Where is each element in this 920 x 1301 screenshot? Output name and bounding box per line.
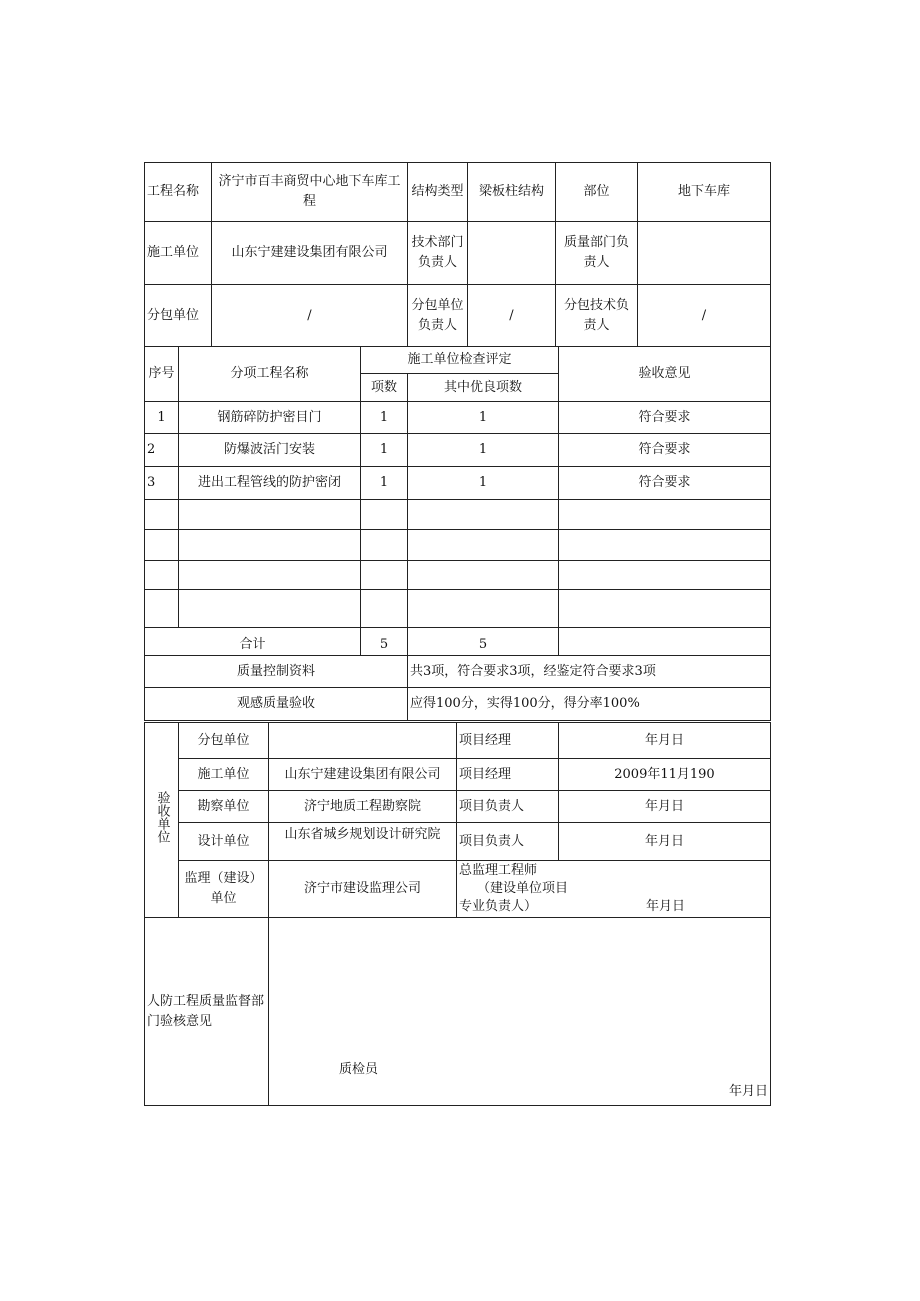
row-count: 1 <box>361 402 408 434</box>
row-seq: 2 <box>145 434 179 467</box>
row-name: 钢筋碎防护密目门 <box>179 402 361 434</box>
appearance-label: 观感质量验收 <box>145 688 408 721</box>
subcontractor-value: / <box>212 285 408 347</box>
col-count-header: 项数 <box>361 374 408 402</box>
sign-date: 年月日 <box>559 791 771 823</box>
project-name-value: 济宁市百丰商贸中心地下车库工程 <box>212 163 408 222</box>
sign-date: 年月日 <box>559 823 771 861</box>
construction-unit-label: 施工单位 <box>145 222 212 285</box>
row-opinion: 符合要求 <box>559 467 771 500</box>
row-excellent: 1 <box>408 402 559 434</box>
appearance-value: 应得100分，实得100分，得分率100% <box>408 688 771 721</box>
acceptance-group-text: 验收单位 <box>154 790 170 843</box>
table-row <box>145 434 771 467</box>
inspector-label: 质检员 <box>339 1062 379 1077</box>
construction-unit-value: 山东宁建建设集团有限公司 <box>212 222 408 285</box>
total-count: 5 <box>361 628 408 656</box>
supervision-role <box>457 861 771 918</box>
table-row <box>145 467 771 500</box>
review-date: 年月日 <box>728 1084 768 1099</box>
supervision-unit-label: 监理（建设）单位 <box>179 861 269 918</box>
col-seq-header: 序号 <box>145 347 179 402</box>
unit-value: 济宁地质工程勘察院 <box>269 791 457 823</box>
supervision-role-line3-wrap <box>459 898 768 916</box>
total-excellent: 5 <box>408 628 559 656</box>
total-label: 合计 <box>145 628 361 656</box>
sub-leader-label: 分包单位负责人 <box>408 285 468 347</box>
unit-value: 山东宁建建设集团有限公司 <box>269 759 457 791</box>
structure-type-label: 结构类型 <box>408 163 468 222</box>
row-name: 防爆波活门安装 <box>179 434 361 467</box>
acceptance-table <box>144 722 771 1106</box>
row-excellent: 1 <box>408 467 559 500</box>
unit-label: 勘察单位 <box>179 791 269 823</box>
col-name-header: 分项工程名称 <box>179 347 361 402</box>
supervision-unit-value: 济宁市建设监理公司 <box>269 861 457 918</box>
quality-control-label: 质量控制资料 <box>145 656 408 688</box>
row-seq: 1 <box>145 402 179 434</box>
project-info-table <box>144 162 771 347</box>
role-label: 项目经理 <box>457 759 559 791</box>
col-eval-group-header: 施工单位检查评定 <box>361 347 559 374</box>
subcontractor-label: 分包单位 <box>145 285 212 347</box>
table-row <box>145 402 771 434</box>
role-label: 项目经理 <box>457 723 559 759</box>
col-opinion-header: 验收意见 <box>559 347 771 402</box>
acceptance-group-label <box>145 723 179 918</box>
unit-label: 分包单位 <box>179 723 269 759</box>
unit-value <box>269 723 457 759</box>
quality-dept-value <box>638 222 771 285</box>
project-name-label: 工程名称 <box>145 163 212 222</box>
row-opinion: 符合要求 <box>559 434 771 467</box>
role-label: 项目负责人 <box>457 791 559 823</box>
sign-date: 2009年11月190 <box>559 759 771 791</box>
col-excellent-header: 其中优良项数 <box>408 374 559 402</box>
row-seq: 3 <box>145 467 179 500</box>
sign-date: 年月日 <box>559 723 771 759</box>
quality-control-value: 共3项，符合要求3项，经鉴定符合要求3项 <box>408 656 771 688</box>
quality-dept-label: 质量部门负责人 <box>556 222 638 285</box>
empty-row <box>145 530 771 561</box>
tech-dept-label: 技术部门负责人 <box>408 222 468 285</box>
supervision-role-line2: （建设单位项目 <box>477 881 569 896</box>
items-table <box>144 346 771 721</box>
appearance-row <box>145 688 771 721</box>
empty-row <box>145 500 771 530</box>
row-excellent: 1 <box>408 434 559 467</box>
row-opinion: 符合要求 <box>559 402 771 434</box>
part-value: 地下车库 <box>638 163 771 222</box>
supervision-date: 年月日 <box>646 899 686 914</box>
review-label: 人防工程质量监督部门验核意见 <box>145 918 269 1106</box>
row-count: 1 <box>361 434 408 467</box>
structure-type-value: 梁板柱结构 <box>468 163 556 222</box>
row-count: 1 <box>361 467 408 500</box>
supervision-role-line3: 专业负责人） <box>459 899 538 914</box>
sub-tech-value: / <box>638 285 771 347</box>
unit-label: 设计单位 <box>179 823 269 861</box>
total-row <box>145 628 771 656</box>
review-content <box>269 918 770 1105</box>
quality-control-row <box>145 656 771 688</box>
unit-label: 施工单位 <box>179 759 269 791</box>
empty-row <box>145 590 771 628</box>
sub-tech-label: 分包技术负责人 <box>556 285 638 347</box>
part-label: 部位 <box>556 163 638 222</box>
empty-row <box>145 561 771 590</box>
unit-value: 山东省城乡规划设计研究院 <box>269 823 457 861</box>
role-label: 项目负责人 <box>457 823 559 861</box>
row-name: 进出工程管线的防护密闭 <box>179 467 361 500</box>
sub-leader-value: / <box>468 285 556 347</box>
review-area <box>269 918 771 1106</box>
tech-dept-value <box>468 222 556 285</box>
supervision-role-line1: 总监理工程师 <box>459 863 538 878</box>
